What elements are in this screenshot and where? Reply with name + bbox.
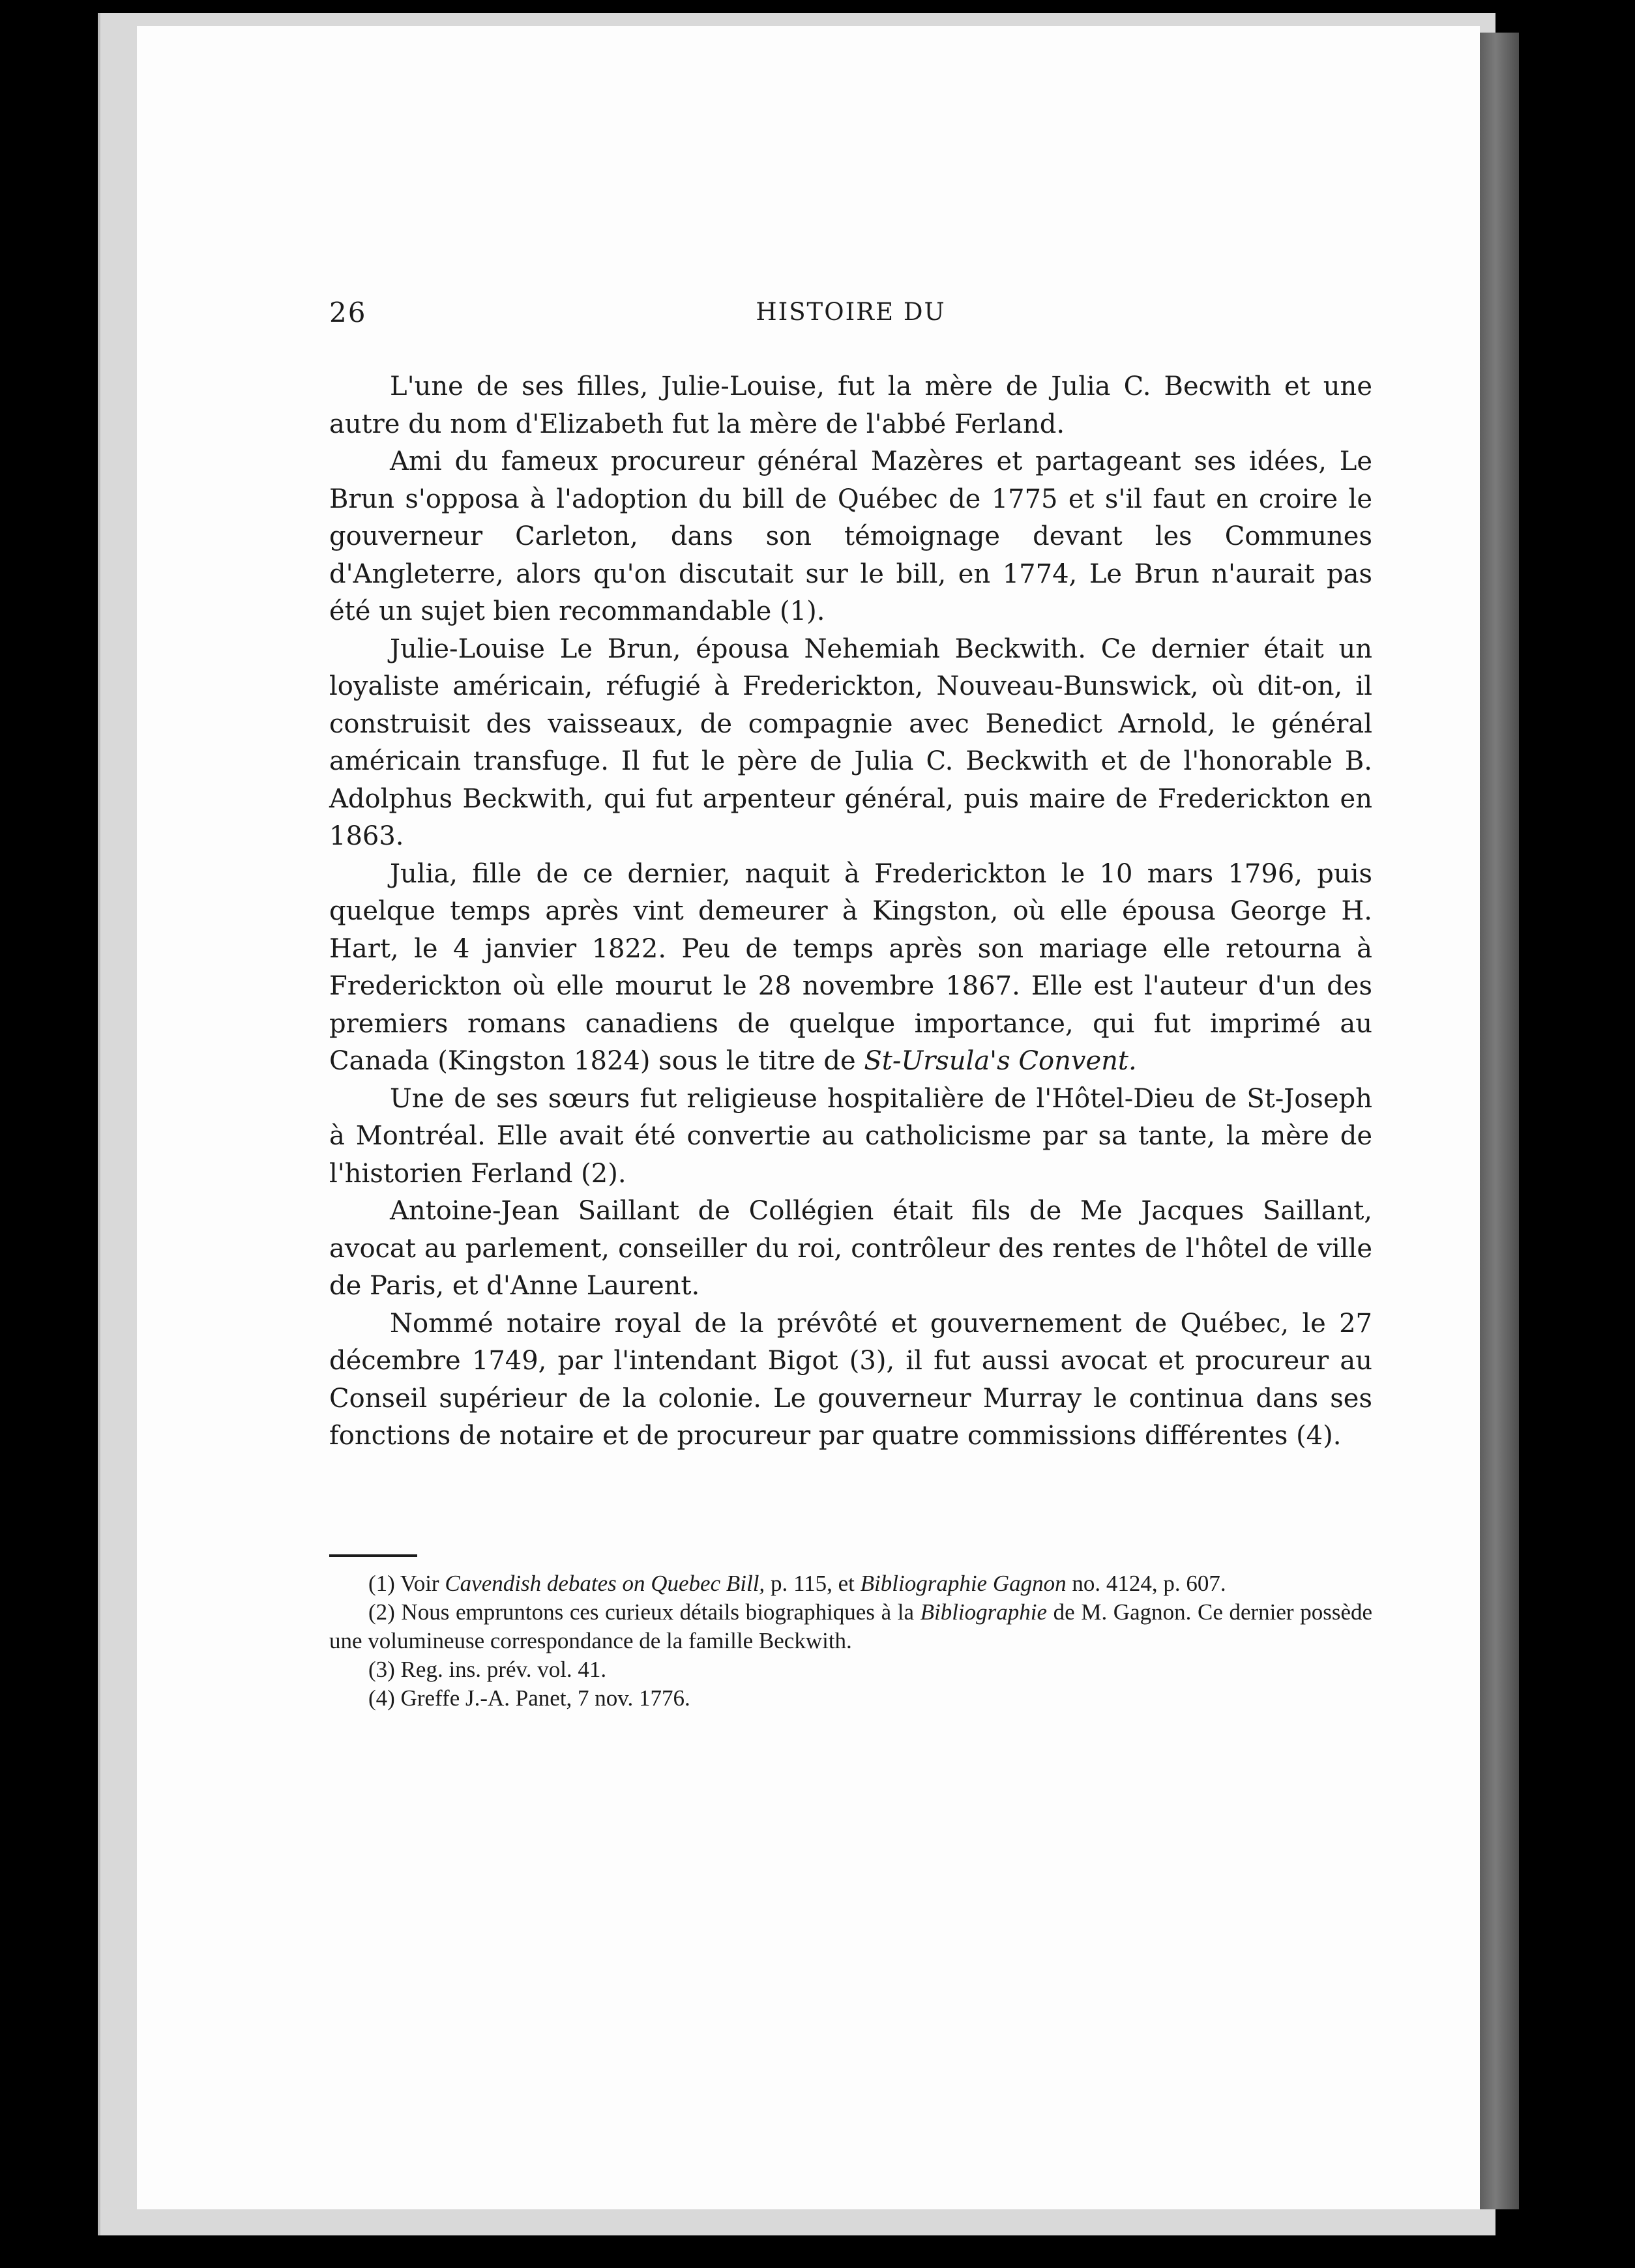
paragraph: Une de ses sœurs fut religieuse hospitalière de l'Hôtel-Dieu de St-Joseph à Montréal. Elle avait été convertie au catholicisme par sa tante, la mère de l'historien Ferland (2). bbox=[329, 1083, 1372, 1189]
footnote-citation: Bibliographie bbox=[920, 1599, 1048, 1625]
footnote-3: (3) Reg. ins. prév. vol. 41. bbox=[368, 1657, 607, 1682]
paragraph: Ami du fameux procureur général Mazères et partageant ses idées, Le Brun s'opposa à l'adoption du bill de Québec de 1775 et s'il faut en croire le gouverneur Carleton, dans son témoignage devant les Communes d'Angleterre, alors qu'on discutait sur le bill, en 1774, Le Brun n'aurait pas été un sujet bien recommandable (1). bbox=[329, 446, 1372, 626]
paragraph bbox=[329, 856, 1372, 1081]
paragraph: Antoine-Jean Saillant de Collégien était fils de Me Jacques Saillant, avocat au parlement, conseiller du roi, contrôleur des rentes de l'hôtel de ville de Paris, et d'Anne Laurent. bbox=[329, 1196, 1372, 1301]
paragraph: L'une de ses filles, Julie-Louise, fut la mère de Julia C. Becwith et une autre du nom d'Elizabeth fut la mère de l'abbé Ferland. bbox=[329, 371, 1372, 439]
footnotes bbox=[329, 1569, 1372, 1713]
footnote-text: (2) Nous empruntons ces curieux détails biographiques à la bbox=[368, 1599, 914, 1625]
footnote-text: de M. Gagnon. Ce dernier possède une volumineuse correspondance de la famille Beckwith. bbox=[329, 1599, 1373, 1653]
footnote-text: p. 115, et bbox=[770, 1571, 855, 1596]
book-page bbox=[137, 26, 1480, 2209]
footnote-4: (4) Greffe J.-A. Panet, 7 nov. 1776. bbox=[368, 1685, 690, 1711]
page-edge-shadow bbox=[1480, 33, 1519, 2209]
footnote-1 bbox=[329, 1569, 1372, 1598]
page-number: 26 bbox=[329, 297, 367, 328]
footnote-text: no. 4124, p. 607. bbox=[1072, 1571, 1226, 1596]
footnote-text: (1) Voir bbox=[368, 1571, 439, 1596]
footnote-citation: Cavendish debates on Quebec Bill, bbox=[445, 1571, 765, 1596]
paragraph-text: Julia, fille de ce dernier, naquit à Frederickton le 10 mars 1796, puis quelque temps après vint demeurer à Kingston, où elle épousa George H. Hart, le 4 janvier 1822. Peu de temps après son mariage elle retourna à Frederickton où elle mourut le 28 novembre 1867. Elle est l'auteur d'un des premiers romans canadiens de quelque importance, qui fut imprimé au Canada (Kingston 1824) sous le titre de bbox=[329, 858, 1372, 1076]
running-title: HISTOIRE DU bbox=[756, 298, 946, 326]
footnote-2 bbox=[329, 1598, 1372, 1655]
body-text bbox=[329, 368, 1372, 1455]
footnote-separator bbox=[329, 1554, 417, 1557]
running-head bbox=[329, 297, 1372, 336]
paragraph: Nommé notaire royal de la prévôté et gouvernement de Québec, le 27 décembre 1749, par l'intendant Bigot (3), il fut aussi avocat et procureur au Conseil supérieur de la colonie. Le gouverneur Murray le continua dans ses fonctions de notaire et de procureur par quatre commissions différentes (4). bbox=[329, 1308, 1372, 1451]
paragraph: Julie-Louise Le Brun, épousa Nehemiah Beckwith. Ce dernier était un loyaliste américain, réfugié à Frederickton, Nouveau-Bunswick, où dit-on, il construisit des vaisseaux, de compagnie avec Benedict Arnold, le général américain transfuge. Il fut le père de Julia C. Beckwith et de l'honorable B. Adolphus Beckwith, qui fut arpenteur général, puis maire de Frederickton en 1863. bbox=[329, 633, 1372, 851]
footnote-citation: Bibliographie Gagnon bbox=[860, 1571, 1067, 1596]
novel-title: St-Ursula's Convent. bbox=[864, 1046, 1137, 1076]
